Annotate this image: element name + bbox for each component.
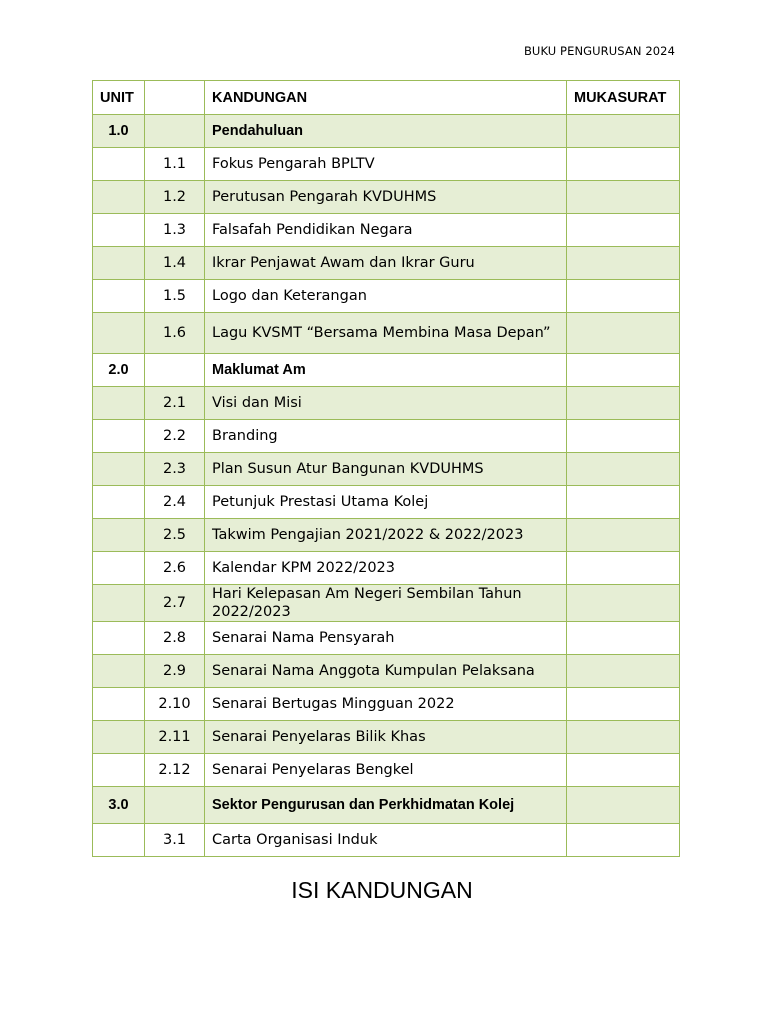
row-page — [567, 214, 680, 247]
row-number — [145, 354, 205, 387]
row-content: Carta Organisasi Induk — [205, 824, 567, 857]
row-number: 2.4 — [145, 486, 205, 519]
row-number: 2.11 — [145, 721, 205, 754]
row-unit — [93, 214, 145, 247]
table-row — [93, 181, 680, 214]
row-page — [567, 387, 680, 420]
table-row — [93, 387, 680, 420]
row-number: 2.6 — [145, 552, 205, 585]
table-row — [93, 721, 680, 754]
row-unit — [93, 387, 145, 420]
table-row — [93, 585, 680, 622]
row-content: Fokus Pengarah BPLTV — [205, 148, 567, 181]
table-row — [93, 453, 680, 486]
table-row — [93, 313, 680, 354]
row-unit — [93, 688, 145, 721]
row-content: Maklumat Am — [205, 354, 567, 387]
row-number: 2.2 — [145, 420, 205, 453]
row-content: Logo dan Keterangan — [205, 280, 567, 313]
row-number: 1.3 — [145, 214, 205, 247]
row-page — [567, 453, 680, 486]
table-row — [93, 552, 680, 585]
row-content: Petunjuk Prestasi Utama Kolej — [205, 486, 567, 519]
row-number — [145, 115, 205, 148]
row-unit — [93, 519, 145, 552]
row-number — [145, 787, 205, 824]
header-page: MUKASURAT — [567, 81, 680, 115]
row-content: Falsafah Pendidikan Negara — [205, 214, 567, 247]
table-row — [93, 148, 680, 181]
table-row — [93, 420, 680, 453]
row-content: Visi dan Misi — [205, 387, 567, 420]
row-number: 1.5 — [145, 280, 205, 313]
table-row — [93, 115, 680, 148]
contents-table — [92, 80, 680, 857]
row-unit: 3.0 — [93, 787, 145, 824]
row-number: 2.5 — [145, 519, 205, 552]
row-page — [567, 655, 680, 688]
row-page — [567, 721, 680, 754]
row-number: 3.1 — [145, 824, 205, 857]
row-content: Senarai Nama Anggota Kumpulan Pelaksana — [205, 655, 567, 688]
table-row — [93, 688, 680, 721]
row-unit — [93, 486, 145, 519]
table-row — [93, 655, 680, 688]
row-content: Branding — [205, 420, 567, 453]
row-content: Ikrar Penjawat Awam dan Ikrar Guru — [205, 247, 567, 280]
table-row — [93, 280, 680, 313]
row-page — [567, 486, 680, 519]
row-unit — [93, 824, 145, 857]
row-number: 2.12 — [145, 754, 205, 787]
row-unit — [93, 148, 145, 181]
row-content: Pendahuluan — [205, 115, 567, 148]
row-page — [567, 247, 680, 280]
row-page — [567, 824, 680, 857]
table-row — [93, 486, 680, 519]
row-unit — [93, 181, 145, 214]
table-row — [93, 354, 680, 387]
row-page — [567, 787, 680, 824]
row-page — [567, 313, 680, 354]
row-content: Senarai Bertugas Mingguan 2022 — [205, 688, 567, 721]
row-unit — [93, 313, 145, 354]
row-unit — [93, 420, 145, 453]
row-page — [567, 552, 680, 585]
row-number: 1.2 — [145, 181, 205, 214]
table-row — [93, 824, 680, 857]
row-number: 1.1 — [145, 148, 205, 181]
row-page — [567, 354, 680, 387]
row-unit — [93, 552, 145, 585]
document-header: BUKU PENGURUSAN 2024 — [523, 44, 675, 58]
row-number: 2.1 — [145, 387, 205, 420]
row-number: 2.7 — [145, 585, 205, 622]
row-page — [567, 519, 680, 552]
row-page — [567, 420, 680, 453]
row-page — [567, 754, 680, 787]
row-unit — [93, 280, 145, 313]
header-content: KANDUNGAN — [205, 81, 567, 115]
row-unit — [93, 247, 145, 280]
row-page — [567, 585, 680, 622]
page-blank-area — [90, 886, 690, 1026]
table-row — [93, 622, 680, 655]
row-number: 2.9 — [145, 655, 205, 688]
row-number: 2.3 — [145, 453, 205, 486]
page-title: ISI KANDUNGAN — [207, 873, 557, 904]
row-unit — [93, 721, 145, 754]
row-unit — [93, 655, 145, 688]
table-row — [93, 214, 680, 247]
row-number: 1.4 — [145, 247, 205, 280]
row-content: Kalendar KPM 2022/2023 — [205, 552, 567, 585]
row-unit — [93, 754, 145, 787]
table-row — [93, 247, 680, 280]
row-number: 2.10 — [145, 688, 205, 721]
row-unit — [93, 585, 145, 622]
row-content: Sektor Pengurusan dan Perkhidmatan Kolej — [205, 787, 567, 824]
row-content: Senarai Nama Pensyarah — [205, 622, 567, 655]
header-number — [145, 81, 205, 115]
row-content: Hari Kelepasan Am Negeri Sembilan Tahun 2022/2023 — [205, 585, 567, 622]
row-number: 1.6 — [145, 313, 205, 354]
row-unit — [93, 622, 145, 655]
table-header-row — [93, 81, 680, 115]
row-content: Plan Susun Atur Bangunan KVDUHMS — [205, 453, 567, 486]
row-page — [567, 688, 680, 721]
row-page — [567, 148, 680, 181]
table-row — [93, 519, 680, 552]
row-unit: 2.0 — [93, 354, 145, 387]
row-page — [567, 622, 680, 655]
row-unit: 1.0 — [93, 115, 145, 148]
row-page — [567, 115, 680, 148]
row-number: 2.8 — [145, 622, 205, 655]
row-unit — [93, 453, 145, 486]
row-content: Lagu KVSMT “Bersama Membina Masa Depan” — [205, 313, 567, 354]
table-row — [93, 754, 680, 787]
table-row — [93, 787, 680, 824]
row-page — [567, 181, 680, 214]
row-content: Takwim Pengajian 2021/2022 & 2022/2023 — [205, 519, 567, 552]
row-content: Perutusan Pengarah KVDUHMS — [205, 181, 567, 214]
row-content: Senarai Penyelaras Bengkel — [205, 754, 567, 787]
row-page — [567, 280, 680, 313]
header-unit: UNIT — [93, 81, 145, 115]
row-content: Senarai Penyelaras Bilik Khas — [205, 721, 567, 754]
